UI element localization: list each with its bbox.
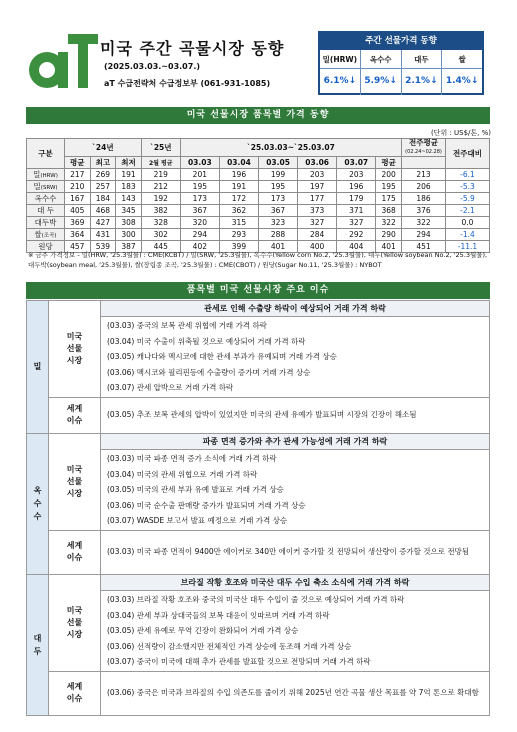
price-cell: 468 [90,205,116,217]
price-table [26,138,490,253]
price-cell: 173 [180,193,219,205]
issues-section-title: 품목별 미국 선물시장 주요 이슈 [26,282,490,299]
header-day: 03.04 [219,157,258,169]
price-cell: 315 [219,217,258,229]
trend-name: 대두 [402,50,442,69]
price-cell: 257 [90,181,116,193]
price-cell: 451 [402,241,446,253]
trend-item-wheat [320,50,361,95]
list-item: (03.07) WASDE 보고서 발표 예정으로 거래 가격 상승 [107,516,288,526]
market-issue-list [101,590,490,671]
price-cell: 405 [65,205,91,217]
price-cell: 183 [116,181,142,193]
price-cell: 364 [65,229,91,241]
issue-headline: 브라질 작황 호조와 미국산 대두 수입 축소 소식에 거래 가격 하락 [101,574,490,590]
item-label: 대 두 [27,205,65,217]
price-row [27,193,490,205]
header-2025: `25년 [141,139,180,157]
list-item: (03.04) 미국 수출이 위축될 것으로 예상되어 거래 가격 하락 [107,336,306,346]
trend-title: 주간 선물가격 동향 [320,33,482,50]
world-label: 세계 이슈 [49,530,101,574]
price-cell: 192 [141,193,180,205]
price-cell: 186 [402,193,446,205]
header-feb-avg: 2월 평균 [141,157,180,169]
price-cell: 376 [402,205,446,217]
price-cell: 373 [298,205,337,217]
trend-item-soybean [402,50,443,95]
page-title: 미국 주간 곡물시장 동향 [100,39,285,58]
unit-text: (단위 : US$/톤, %) [430,129,491,137]
price-cell: 212 [141,181,180,193]
trend-value: 1.4%↓ [445,76,479,86]
list-item: (03.03) 브라질 작황 호조와 중국의 미국산 대두 수입이 줄 것으로 예상되어 거래 가격 하락 [107,594,405,604]
price-cell: 201 [180,169,219,181]
price-cell: 322 [402,217,446,229]
price-cell: 196 [219,169,258,181]
price-cell: 399 [219,241,258,253]
world-issue-text: (03.05) 추조 보복 관세의 압박이 있었지만 미국의 관세 유예가 발표되며 시장의 긴장이 해소됨 [101,397,490,433]
list-item: (03.06) 미국 순수출 판매량 증가가 발표되며 거래 가격 상승 [107,500,306,510]
price-cell: 302 [141,229,180,241]
issue-crop-label: 밀 [27,301,49,434]
issues-table [26,300,490,716]
price-cell: 200 [376,169,402,181]
list-item: (03.03) 중국의 보복 관세 위협에 거래 가격 하락 [107,321,267,330]
list-item: (03.06) 멕시코와 필리핀등에 수출량이 증가며 거래 가격 상승 [107,367,311,377]
price-cell: 368 [376,205,402,217]
price-cell: 328 [141,217,180,229]
price-cell: 175 [376,193,402,205]
trend-item-rice [442,50,482,95]
price-cell: 143 [116,193,142,205]
price-cell: 427 [90,217,116,229]
item-label: 원당 [27,241,65,253]
price-source-note: ※ 금주 가격정보 - 밀(HRW, '25.3월물) : CME(KCBT) / 밀(SRW, '25.3월물), 옥수수(Yellow corn No.2, '25.3월물), 대두(Yellow soybean No.2, '25.3월물), 대두박(soybean meal, '25.3월물), 쌀(장립종 조곡, '25.3월물) : CME(CBOT) / 원당(Sugar No.11, '25.3월물) : NYBOT [28,251,488,269]
trend-name: 밀(HRW) [320,50,360,69]
futures-trend-box [318,31,484,95]
price-cell: -1.4 [446,229,490,241]
market-issue-list [101,317,490,398]
dept-text: aT 수급전략처 수급정보부 (061-931-1085) [104,79,271,88]
price-cell: 288 [259,229,298,241]
header-week-avg: 평균 [376,157,402,169]
price-row [27,217,490,229]
item-label: 밀(HRW) [27,169,65,181]
world-issue-text: (03.06) 중국은 미국과 브라질의 수입 의존도를 줄이기 위해 2025년 연간 곡물 생산 목표를 약 7억 톤으로 확대함 [101,671,490,715]
price-row [27,205,490,217]
price-cell: 167 [65,193,91,205]
price-cell: 345 [116,205,142,217]
market-label: 미국 선물 시장 [49,301,101,398]
price-section-title: 미국 선물시장 품목별 가격 동향 [26,107,490,124]
price-cell: 213 [402,169,446,181]
price-cell: 195 [180,181,219,193]
list-item: (03.06) 선적량이 감소했지만 전체적인 가격 상승에 동조해 거래 가격 상승 [107,641,352,651]
price-row [27,181,490,193]
price-cell: 197 [298,181,337,193]
price-cell: 0.0 [446,217,490,229]
header-prev-avg: 전주평균 (02.24~02.28) [402,139,446,157]
price-cell: 294 [402,229,446,241]
header-week: `25.03.03~`25.03.07 [180,139,401,157]
trend-value: 2.1%↓ [405,76,438,86]
price-cell: 402 [180,241,219,253]
header-max: 최고 [90,157,116,169]
price-cell: 404 [337,241,376,253]
price-cell: 401 [376,241,402,253]
price-cell: 173 [259,193,298,205]
price-cell: 191 [116,169,142,181]
price-cell: 367 [180,205,219,217]
price-cell: 457 [65,241,91,253]
price-cell: 269 [90,169,116,181]
trend-value: 6.1%↓ [323,76,357,86]
issue-headline: 관세로 인해 수출량 하락이 예상되어 거래 가격 하락 [101,301,490,317]
price-cell: 371 [337,205,376,217]
price-cell: 195 [376,181,402,193]
price-cell: -2.1 [446,205,490,217]
price-cell: 196 [337,181,376,193]
header-day: 03.05 [259,157,298,169]
price-cell: 184 [90,193,116,205]
header-day: 03.06 [298,157,337,169]
list-item: (03.05) 미국의 관세 부과 유예 발표로 거래 가격 상승 [107,485,284,495]
price-cell: 322 [376,217,402,229]
price-cell: 308 [116,217,142,229]
price-cell: 400 [298,241,337,253]
item-label: 쌀(조곡) [27,229,65,241]
trend-item-corn [361,50,402,95]
price-cell: -5.9 [446,193,490,205]
price-cell: 191 [219,181,258,193]
item-label: 옥수수 [27,193,65,205]
price-cell: 292 [337,229,376,241]
price-cell: 369 [65,217,91,229]
list-item: (03.07) 관세 압박으로 거래 가격 하락 [107,383,234,393]
header-day: 03.07 [337,157,376,169]
world-label: 세계 이슈 [49,671,101,715]
header-item: 구분 [27,139,65,169]
issue-headline: 파종 면적 증가와 추가 관세 가능성에 거래 가격 하락 [101,433,490,449]
price-cell: 203 [337,169,376,181]
list-item: (03.05) 관세 유예로 무역 긴장이 완화되어 거래 가격 상승 [107,626,299,636]
price-cell: -5.3 [446,181,490,193]
price-cell: 284 [298,229,337,241]
price-row [27,169,490,181]
market-label: 미국 선물 시장 [49,574,101,671]
price-cell: 172 [219,193,258,205]
header-2024: `24년 [65,139,142,157]
price-cell: 206 [402,181,446,193]
price-cell: 177 [298,193,337,205]
list-item: (03.05) 캐나다와 멕시코에 대한 관세 부과가 유예되며 거래 가격 상승 [107,352,337,362]
price-cell: 320 [180,217,219,229]
trend-value: 5.9%↓ [364,76,397,86]
price-cell: 539 [90,241,116,253]
header-day: 03.03 [180,157,219,169]
price-cell: 387 [116,241,142,253]
price-cell: 327 [298,217,337,229]
price-cell: 431 [90,229,116,241]
market-issue-list [101,449,490,530]
market-label: 미국 선물 시장 [49,433,101,530]
price-cell: 217 [65,169,91,181]
price-cell: -11.1 [446,241,490,253]
price-cell: 382 [141,205,180,217]
at-logo [22,30,104,94]
header-min: 최저 [116,157,142,169]
price-cell: 294 [180,229,219,241]
item-label: 대두박 [27,217,65,229]
price-cell: 367 [259,205,298,217]
issue-crop-label: 대 두 [27,574,49,715]
price-cell: 195 [259,181,298,193]
header-prev-period: (02.24~02.28) [405,149,442,155]
price-row [27,229,490,241]
trend-name: 옥수수 [361,50,401,69]
world-label: 세계 이슈 [49,397,101,433]
price-cell: 203 [298,169,337,181]
price-cell: 445 [141,241,180,253]
price-cell: 210 [65,181,91,193]
price-cell: 293 [219,229,258,241]
price-cell: 290 [376,229,402,241]
price-cell: 401 [259,241,298,253]
world-issue-text: (03.03) 미국 파종 면적이 9400만 에이커로 340만 에이커 증가할 것 전망되어 생산량이 증가할 것으로 전망됨 [101,530,490,574]
price-cell: 327 [337,217,376,229]
price-cell: -6.1 [446,169,490,181]
period-text: (2025.03.03.~03.07.) [104,62,201,71]
list-item: (03.07) 중국이 미국에 대해 추가 관세를 발표할 것으로 전망되며 거래 가격 하락 [107,657,371,667]
price-cell: 323 [259,217,298,229]
header-avg: 평균 [65,157,91,169]
price-cell: 362 [219,205,258,217]
issue-crop-label: 옥 수 수 [27,433,49,574]
price-cell: 179 [337,193,376,205]
header-change: 전주대비 [446,139,490,169]
trend-name: 쌀 [442,50,482,69]
price-cell: 199 [259,169,298,181]
item-label: 밀(SRW) [27,181,65,193]
price-cell: 219 [141,169,180,181]
list-item: (03.04) 미국의 관세 위협으로 거래 가격 하락 [107,469,258,479]
list-item: (03.03) 미국 파종 면적 증가 소식에 거래 가격 하락 [107,453,277,463]
list-item: (03.04) 관세 부과 상대국들의 보복 대응이 잇따르며 거래 가격 하락 [107,610,330,620]
price-cell: 300 [116,229,142,241]
